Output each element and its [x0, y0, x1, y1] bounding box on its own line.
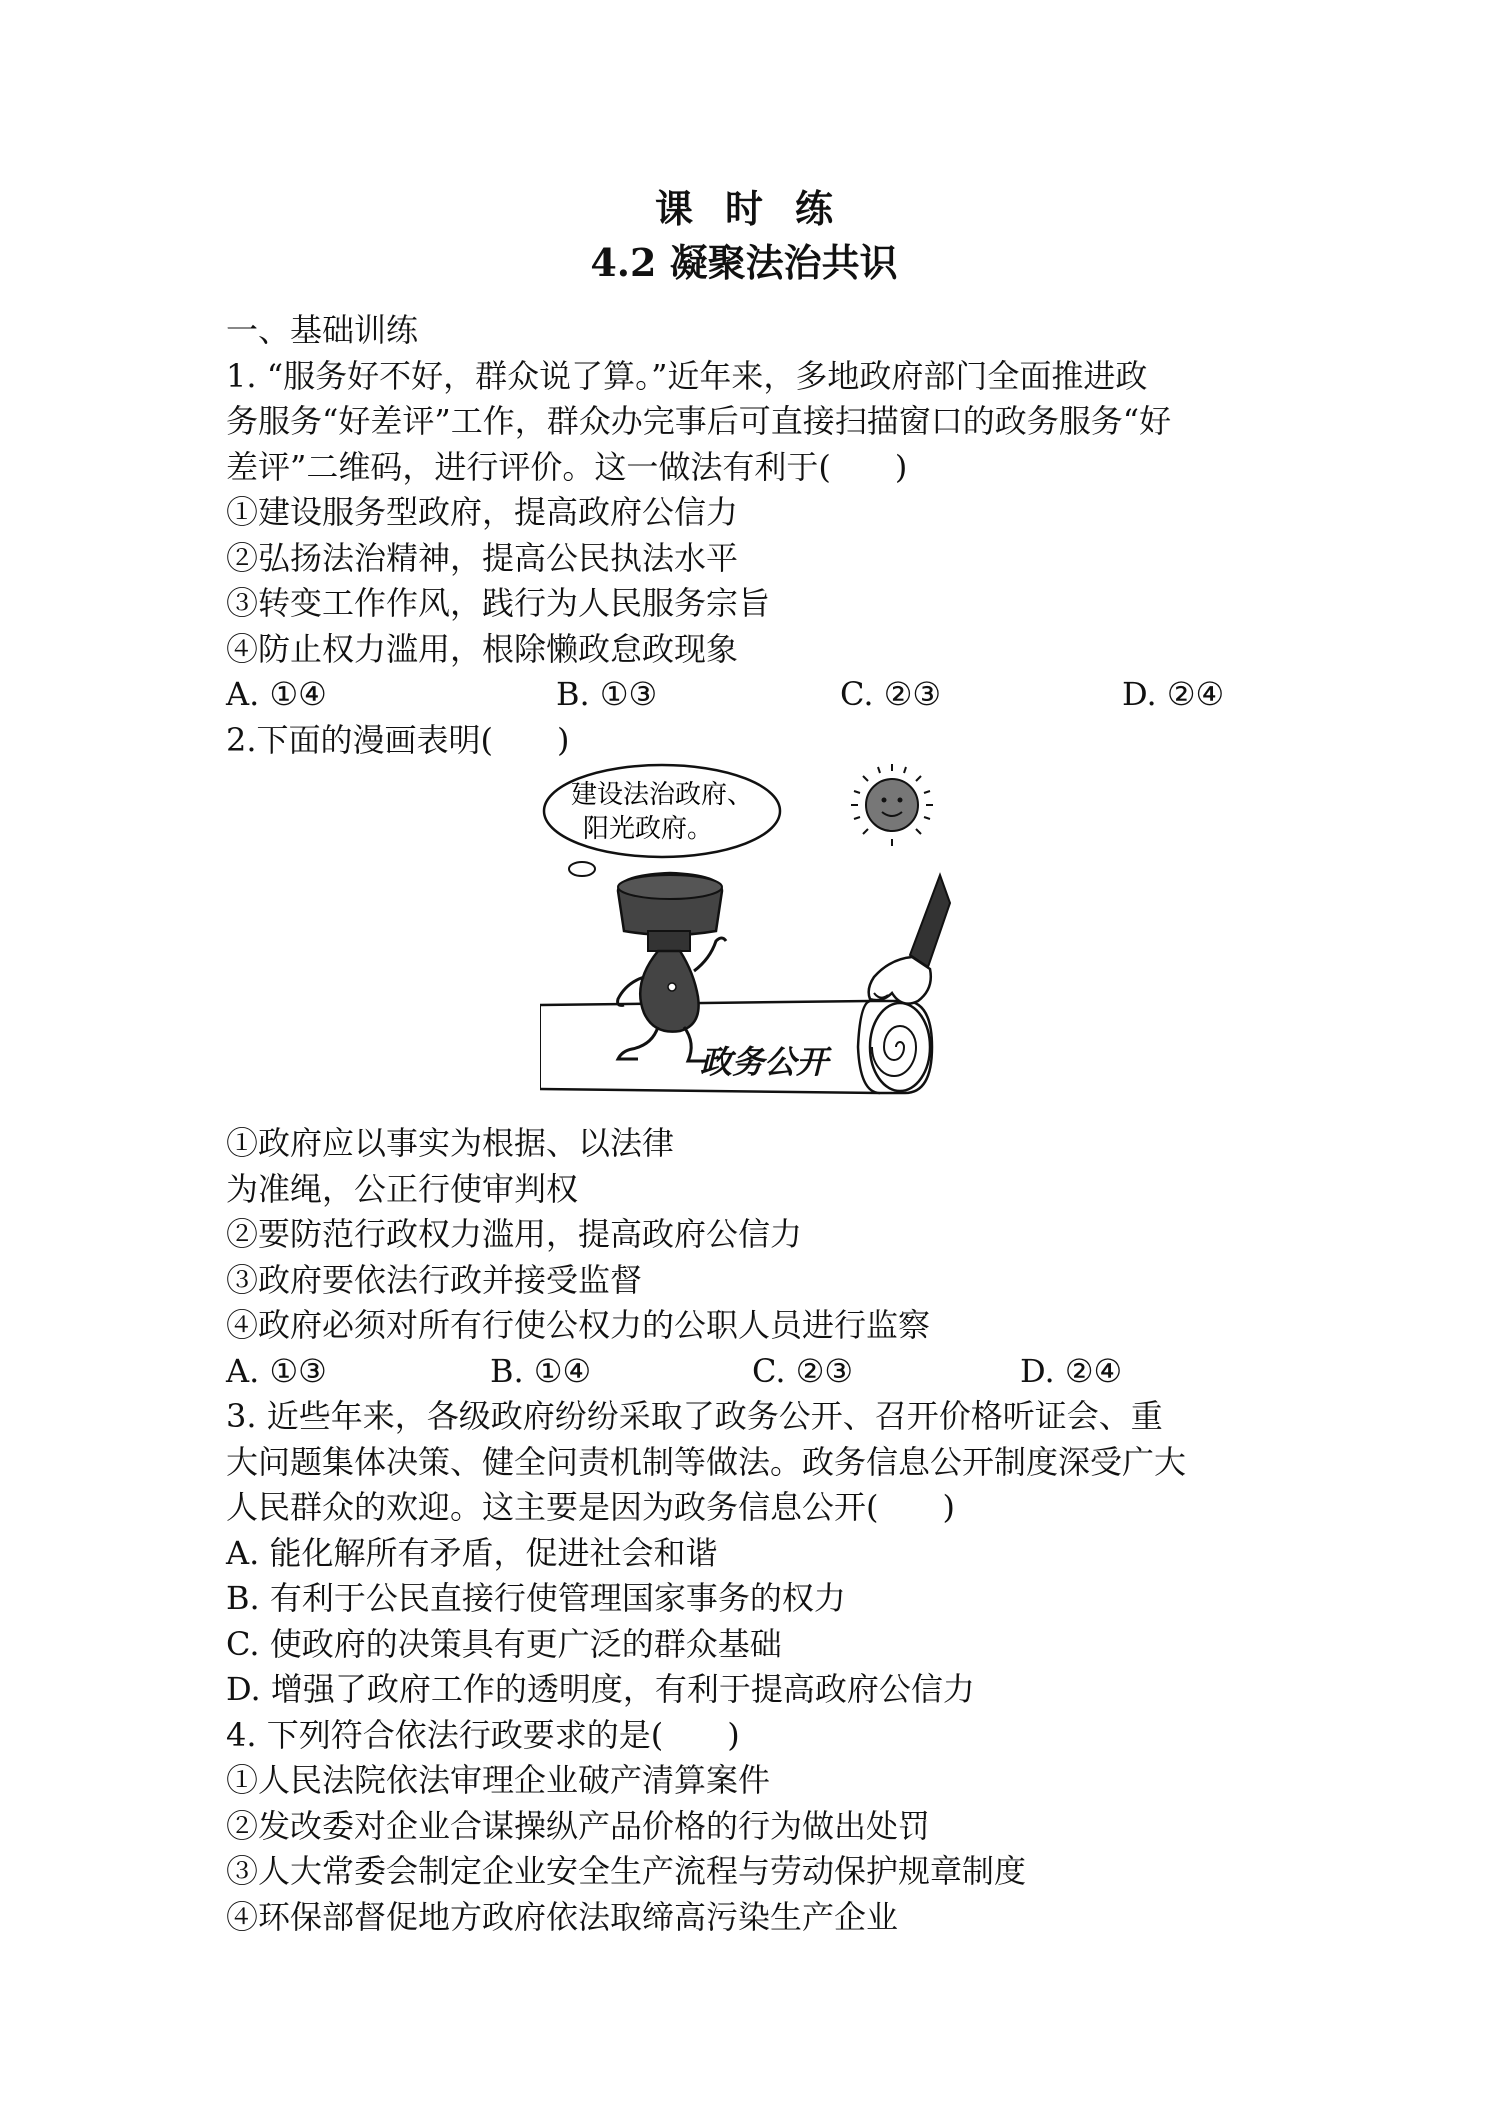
statement-item: ②弘扬法治精神，提高公民执法水平 [226, 538, 739, 577]
option-b: B. ①④ [490, 1351, 592, 1390]
option-b: B. ①③ [556, 675, 658, 713]
question-stem-line: 人民群众的欢迎。这主要是因为政务信息公开( ) [226, 1488, 955, 1526]
question-stem: 4. 下列符合依法行政要求的是( ) [226, 1715, 740, 1754]
question-stem-line: 务服务“好差评”工作，群众办完事后可直接扫描窗口的政务服务“好 [226, 402, 1172, 440]
option-d: D. ②④ [1122, 675, 1225, 713]
statement-item: ④防止权力滥用，根除懒政怠政现象 [226, 629, 739, 668]
option-a: A. 能化解所有矛盾，促进社会和谐 [226, 1533, 718, 1572]
option-d: D. ②④ [1020, 1351, 1123, 1390]
option-b: B. 有利于公民直接行使管理国家事务的权力 [226, 1579, 846, 1617]
lesson-subtitle: 4.2 凝聚法治共识 [590, 240, 898, 285]
statement-item: ②发改委对企业合谋操纵产品价格的行为做出处罚 [226, 1806, 931, 1845]
option-c: C. 使政府的决策具有更广泛的群众基础 [226, 1624, 782, 1663]
statement-item: ③人大常委会制定企业安全生产流程与劳动保护规章制度 [226, 1852, 1027, 1890]
hand-icon [869, 875, 950, 1004]
statement-item: ③转变工作作风，践行为人民服务宗旨 [226, 584, 771, 622]
question-stem-line: 差评”二维码，进行评价。这一做法有利于( ) [226, 447, 908, 486]
cartoon-figure [226, 763, 1276, 1121]
statement-item: ①人民法院依法审理企业破产清算案件 [226, 1761, 771, 1799]
speech-text-line-1: 建设法治政府、 [570, 780, 754, 810]
question-stem-line: 1. “服务好不好，群众说了算。”近年来，多地政府部门全面推进政 [226, 356, 1148, 395]
smiling-sun-icon [851, 764, 933, 846]
option-a: A. ①④ [226, 675, 327, 713]
running-official-figure [618, 873, 726, 1061]
question-stem: 2.下面的漫画表明( ) [226, 720, 570, 759]
question-stem-line: 大问题集体决策、健全问责机制等做法。政务信息公开制度深受广大 [226, 1442, 1187, 1481]
section-title: 一、基础训练 [226, 311, 419, 349]
speech-text-line-2: 阳光政府。 [582, 814, 714, 844]
option-c: C. ②③ [840, 675, 942, 713]
question-list [226, 308, 1276, 1940]
question-4 [226, 1713, 1276, 1941]
statement-item-continued: 为准绳，公正行使审判权 [226, 1169, 579, 1208]
option-d: D. 增强了政府工作的透明度，有利于提高政府公信力 [226, 1670, 975, 1708]
question-2 [226, 718, 1276, 1395]
government-openness-cartoon [540, 763, 1180, 1113]
page-title: 课时练 [654, 186, 865, 231]
option-c: C. ②③ [752, 1351, 854, 1390]
carpet-roll-icon [858, 1001, 932, 1093]
statement-item: ④环保部督促地方政府依法取缔高污染生产企业 [226, 1897, 899, 1936]
statement-item: ③政府要依法行政并接受监督 [226, 1260, 643, 1299]
carpet-top-edge [540, 1001, 870, 1005]
carpet-bottom-edge [540, 1089, 880, 1093]
option-a: A. ①③ [226, 1351, 327, 1390]
answer-options [226, 1349, 1276, 1395]
statement-item: ①政府应以事实为根据、以法律 [226, 1124, 675, 1162]
statement-item: ②要防范行政权力滥用，提高政府公信力 [226, 1215, 803, 1253]
question-stem-line: 3. 近些年来，各级政府纷纷采取了政务公开、召开价格听证会、重 [226, 1397, 1163, 1435]
question-3 [226, 1394, 1276, 1713]
statement-item: ④政府必须对所有行使公权力的公职人员进行监察 [226, 1306, 931, 1344]
carpet-label: 政务公开 [700, 1043, 829, 1081]
answer-options [226, 672, 1276, 718]
question-1 [226, 354, 1276, 718]
statement-item: ①建设服务型政府，提高政府公信力 [226, 493, 739, 531]
bubble-tail [569, 862, 595, 876]
